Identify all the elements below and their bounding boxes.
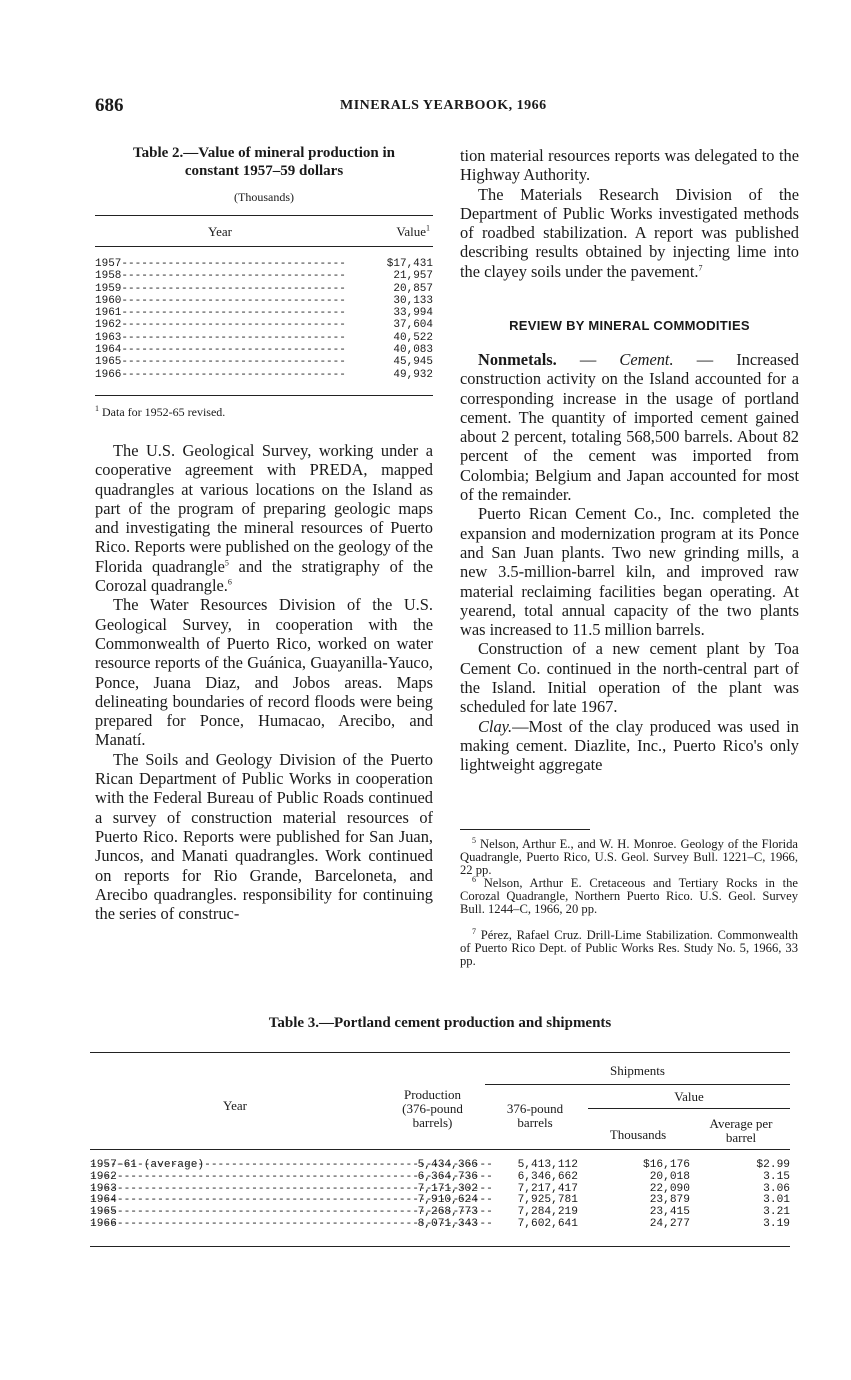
- table2-header-value-label: Value: [396, 224, 426, 239]
- table3-header-average: [692, 1117, 790, 1145]
- leader-dots: [121, 356, 347, 368]
- footnote-5-mark: 5: [472, 835, 476, 845]
- table2-subtitle: (Thousands): [234, 190, 294, 204]
- paragraph-cement-text: — Increased construction activity on the Island accounted for a corresponding increase in the usage of portland cement. The quantity of imported cement gained about 2 percent, totaling 568,500 barrels. About 82 percent of the cement was imported from Colombia; Belgium and Japan accounted for most of the remainder.: [460, 350, 799, 505]
- paragraph-usgs-text-a: The U.S. Geological Survey, working under a cooperative agreement with PREDA, mapped quadrangles at various locations on the Island as part of the program of preparing geologic maps and investigating the mineral resources of Puerto Rico. Reports were published on the geology of the Florida quadrangle: [95, 441, 433, 576]
- footnote-7-text: Pérez, Rafael Cruz. Drill-Lime Stabilization. Commonwealth of Puerto Rico Dept. of Public Works Res. Study No. 5, 1966, 33 pp.: [460, 928, 798, 968]
- table3-year-label: 1965: [90, 1206, 117, 1219]
- table-row: [95, 295, 433, 307]
- table2-footnote-text: Data for 1952-65 revised.: [102, 405, 226, 419]
- table2-header-rule: [95, 246, 433, 247]
- table3-average-cell: 3.06: [763, 1182, 790, 1195]
- table3-thousands-cell: $16,176: [643, 1159, 690, 1171]
- table3-header-average-line2: barrel: [725, 1130, 757, 1145]
- table3-group-shipments: Shipments: [610, 1063, 665, 1078]
- table2-title-line2: constant 1957–59 dollars: [184, 163, 344, 179]
- table3-year-label: 1957–61 (average): [90, 1159, 205, 1171]
- table2-year-cell: 1957: [95, 258, 122, 270]
- footnote-7-mark: 7: [472, 926, 476, 936]
- table3-production-cell: 5,434,366: [417, 1159, 478, 1171]
- footnote-6-mark: 6: [472, 874, 476, 884]
- table2-title: [95, 144, 433, 180]
- table3-top-rule: [90, 1052, 790, 1053]
- table2-value-cell: 45,945: [393, 356, 433, 369]
- table2-value-cell: 49,932: [393, 368, 433, 381]
- table2-year-cell: 1961: [95, 307, 122, 320]
- footnote-6: [460, 874, 799, 916]
- table2-year-cell: 1966: [95, 368, 122, 381]
- table3-thousands-cell: 22,090: [649, 1182, 690, 1195]
- table3-average-cell: $2.99: [756, 1159, 790, 1171]
- section-heading: REVIEW BY MINERAL COMMODITIES: [509, 318, 750, 333]
- table3-body: [90, 1160, 790, 1231]
- table3-header-production: [385, 1088, 480, 1130]
- table2-year-cell: 1958: [95, 270, 122, 283]
- leader-dots: [121, 283, 347, 295]
- table2-value-cell: 37,604: [393, 319, 433, 332]
- table3-thousands-cell: 23,415: [649, 1206, 690, 1219]
- footnote-6-text: Nelson, Arthur E. Cretaceous and Tertiary Rocks in the Corozal Quadrangle, Northern Puerto Rico. U.S. Geol. Survey Bull. 1244–C, 1966, 20 pp.: [460, 876, 799, 916]
- table2-year-cell: 1960: [95, 294, 122, 307]
- footnote-ref-7: 7: [698, 263, 703, 273]
- table3-header-production-line3: barrels): [412, 1115, 453, 1130]
- table2-year-cell: 1959: [95, 282, 122, 295]
- table-row: [90, 1172, 790, 1184]
- table3-header-barrels: [485, 1102, 585, 1130]
- table3-production-cell: 8,071,343: [417, 1217, 478, 1230]
- table3-barrels-cell: 7,217,417: [517, 1182, 578, 1195]
- table2-value-cell: 40,083: [393, 344, 433, 357]
- footnote-ref-5: 5: [224, 558, 229, 568]
- table3-barrels-cell: 7,602,641: [517, 1217, 578, 1230]
- paragraph-clay: [460, 717, 799, 775]
- running-title: MINERALS YEARBOOK, 1966: [340, 98, 547, 113]
- leader-dots: [121, 344, 347, 356]
- table2-title-line1: Table 2.—Value of mineral production in: [133, 145, 395, 161]
- footnote-rule: [460, 829, 590, 830]
- leader-dots: [121, 332, 347, 344]
- table3-header-barrels-line2: barrels: [517, 1115, 553, 1130]
- label-clay: Clay.: [478, 716, 513, 736]
- table3-production-cell: 7,910,624: [417, 1194, 478, 1207]
- leader-dots: [121, 307, 347, 319]
- table3-header-average-line1: Average per: [709, 1116, 773, 1131]
- paragraph-toa-cement: Construction of a new cement plant by Toa Cement Co. continued in the north-central part of the Island. Initial operation of the plant was scheduled for late 1967.: [460, 639, 799, 717]
- table-row: [95, 319, 433, 331]
- right-column-bottom: [460, 350, 799, 775]
- table3-header-year: Year: [223, 1098, 247, 1113]
- footnote-ref-6: 6: [227, 577, 232, 587]
- paragraph-cement: [460, 350, 799, 504]
- table3-year-label: 1966: [90, 1217, 117, 1230]
- table-row: [90, 1219, 790, 1231]
- table2-bottom-rule: [95, 395, 433, 396]
- table2-value-cell: 40,522: [393, 331, 433, 344]
- footnote-5: [460, 835, 798, 877]
- table3-bottom-rule: [90, 1246, 790, 1247]
- table3-year-label: 1964: [90, 1194, 117, 1207]
- paragraph-continuation: tion material resources reports was delegated to the Highway Authority.: [460, 146, 799, 185]
- table2-value-cell: 33,994: [393, 307, 433, 320]
- table2-footnote: [95, 405, 225, 420]
- paragraph-water-resources: The Water Resources Division of the U.S. Geological Survey, in cooperation with the Commonwealth of Puerto Rico, worked on water resource reports of the Guánica, Guayanilla-Yauco, Ponce, Juana Diaz, and Jobos areas. Maps delineating boundaries of record floods were being prepared for Ponce, Humacao, Arecibo, and Manatí.: [95, 595, 433, 750]
- table3-header-rule: [90, 1149, 790, 1150]
- footnote-5-text: Nelson, Arthur E., and W. H. Monroe. Geology of the Florida Quadrangle, Puerto Rico, U.S. Geol. Survey Bull. 1221–C, 1966, 22 pp.: [460, 837, 798, 877]
- table2-header-year: Year: [208, 224, 232, 239]
- table2-value-cell: $17,431: [386, 258, 433, 270]
- paragraph-soils-geology: The Soils and Geology Division of the Puerto Rican Department of Public Works in cooperation with the Federal Bureau of Public Roads continued a survey of construction material resources of Puerto Rico. Reports were published for San Juan, Juncos, and Manati quadrangles. Work continued on reports for Rio Grande, Barceloneta, and Arecibo quadrangles. responsibility for continuing the series of construc-: [95, 749, 433, 924]
- table2-value-cell: 30,133: [393, 294, 433, 307]
- label-separator: —: [556, 350, 620, 369]
- leader-dots: [121, 270, 347, 282]
- table3-group-value: Value: [674, 1089, 704, 1104]
- table2-year-cell: 1964: [95, 344, 122, 357]
- table3-year-label: 1963: [90, 1182, 117, 1195]
- leader-dots: [121, 295, 347, 307]
- table-row: [95, 258, 433, 270]
- table3-header-production-line1: Production: [403, 1087, 462, 1102]
- table3-thousands-cell: 20,018: [649, 1170, 690, 1183]
- table2-footnote-mark: 1: [95, 404, 99, 413]
- table2-header-value-note: 1: [426, 223, 430, 233]
- table3-average-cell: 3.15: [763, 1170, 790, 1183]
- table3-barrels-cell: 6,346,662: [517, 1170, 578, 1183]
- table3-average-cell: 3.21: [763, 1206, 790, 1219]
- table3-barrels-cell: 7,284,219: [517, 1206, 578, 1219]
- footnote-7: [460, 926, 798, 968]
- table3-thousands-cell: 23,879: [649, 1194, 690, 1207]
- table-row: [95, 356, 433, 368]
- table2-top-rule: [95, 215, 433, 216]
- table3-year-label: 1962: [90, 1170, 117, 1183]
- table3-value-rule: [588, 1108, 790, 1109]
- table-row: [95, 270, 433, 282]
- table3-thousands-cell: 24,277: [649, 1217, 690, 1230]
- table-row: [95, 369, 433, 381]
- table3-barrels-cell: 7,925,781: [517, 1194, 578, 1207]
- table2-value-cell: 20,857: [393, 282, 433, 295]
- left-column: [95, 441, 433, 923]
- table2-year-cell: 1963: [95, 331, 122, 344]
- leader-dots: [121, 258, 347, 270]
- table2-header-value: [350, 224, 430, 240]
- paragraph-puerto-rican-cement: Puerto Rican Cement Co., Inc. completed the expansion and modernization program at its Ponce and San Juan plants. Two new grinding mills, a new 3.5-million-barrel kiln, and improved raw material reclaiming facilities began operating. At yearend, total annual capacity of the two plants was increased to 11.5 million barrels.: [460, 504, 799, 640]
- leader-dots: [121, 369, 347, 381]
- table3-production-cell: 7,171,302: [417, 1182, 478, 1195]
- table-row: [95, 344, 433, 356]
- paragraph-usgs: [95, 441, 433, 595]
- paragraph-materials-research: [460, 185, 799, 281]
- page-number: 686: [95, 95, 124, 116]
- table3-shipments-rule: [485, 1084, 790, 1085]
- table-row: [95, 283, 433, 295]
- right-column-top: [460, 146, 799, 281]
- table3-production-cell: 7,268,773: [417, 1206, 478, 1219]
- table3-barrels-cell: 5,413,112: [517, 1159, 578, 1171]
- table3-header-thousands: Thousands: [609, 1127, 667, 1142]
- label-nonmetals: Nonmetals.: [478, 350, 557, 369]
- leader-dots: [121, 319, 347, 331]
- table3-production-cell: 6,364,736: [417, 1170, 478, 1183]
- paragraph-usgs-text-b: and the stratigraphy of the Corozal quadrangle.: [95, 556, 433, 596]
- table3-average-cell: 3.19: [763, 1217, 790, 1230]
- table-row: [95, 332, 433, 344]
- table3-title: Table 3.—Portland cement production and shipments: [268, 1015, 612, 1031]
- paragraph-materials-research-text: The Materials Research Division of the Department of Public Works investigated methods of roadbed stabilization. A report was published describing results obtained by injecting lime into the clayey soils under the pavement.: [460, 184, 799, 281]
- table3-header-production-line2: (376-pound: [402, 1101, 463, 1116]
- table2-value-cell: 21,957: [393, 270, 433, 283]
- table-row: [95, 307, 433, 319]
- paragraph-clay-text: —Most of the clay produced was used in making cement. Diazlite, Inc., Puerto Rico's only lightweight aggregate: [460, 716, 799, 775]
- table2-year-cell: 1962: [95, 319, 122, 332]
- table3-average-cell: 3.01: [763, 1194, 790, 1207]
- table2-year-cell: 1965: [95, 356, 122, 369]
- label-cement: Cement.: [619, 350, 674, 369]
- table3-header-barrels-line1: 376-pound: [506, 1101, 564, 1116]
- table2-body: [95, 258, 433, 381]
